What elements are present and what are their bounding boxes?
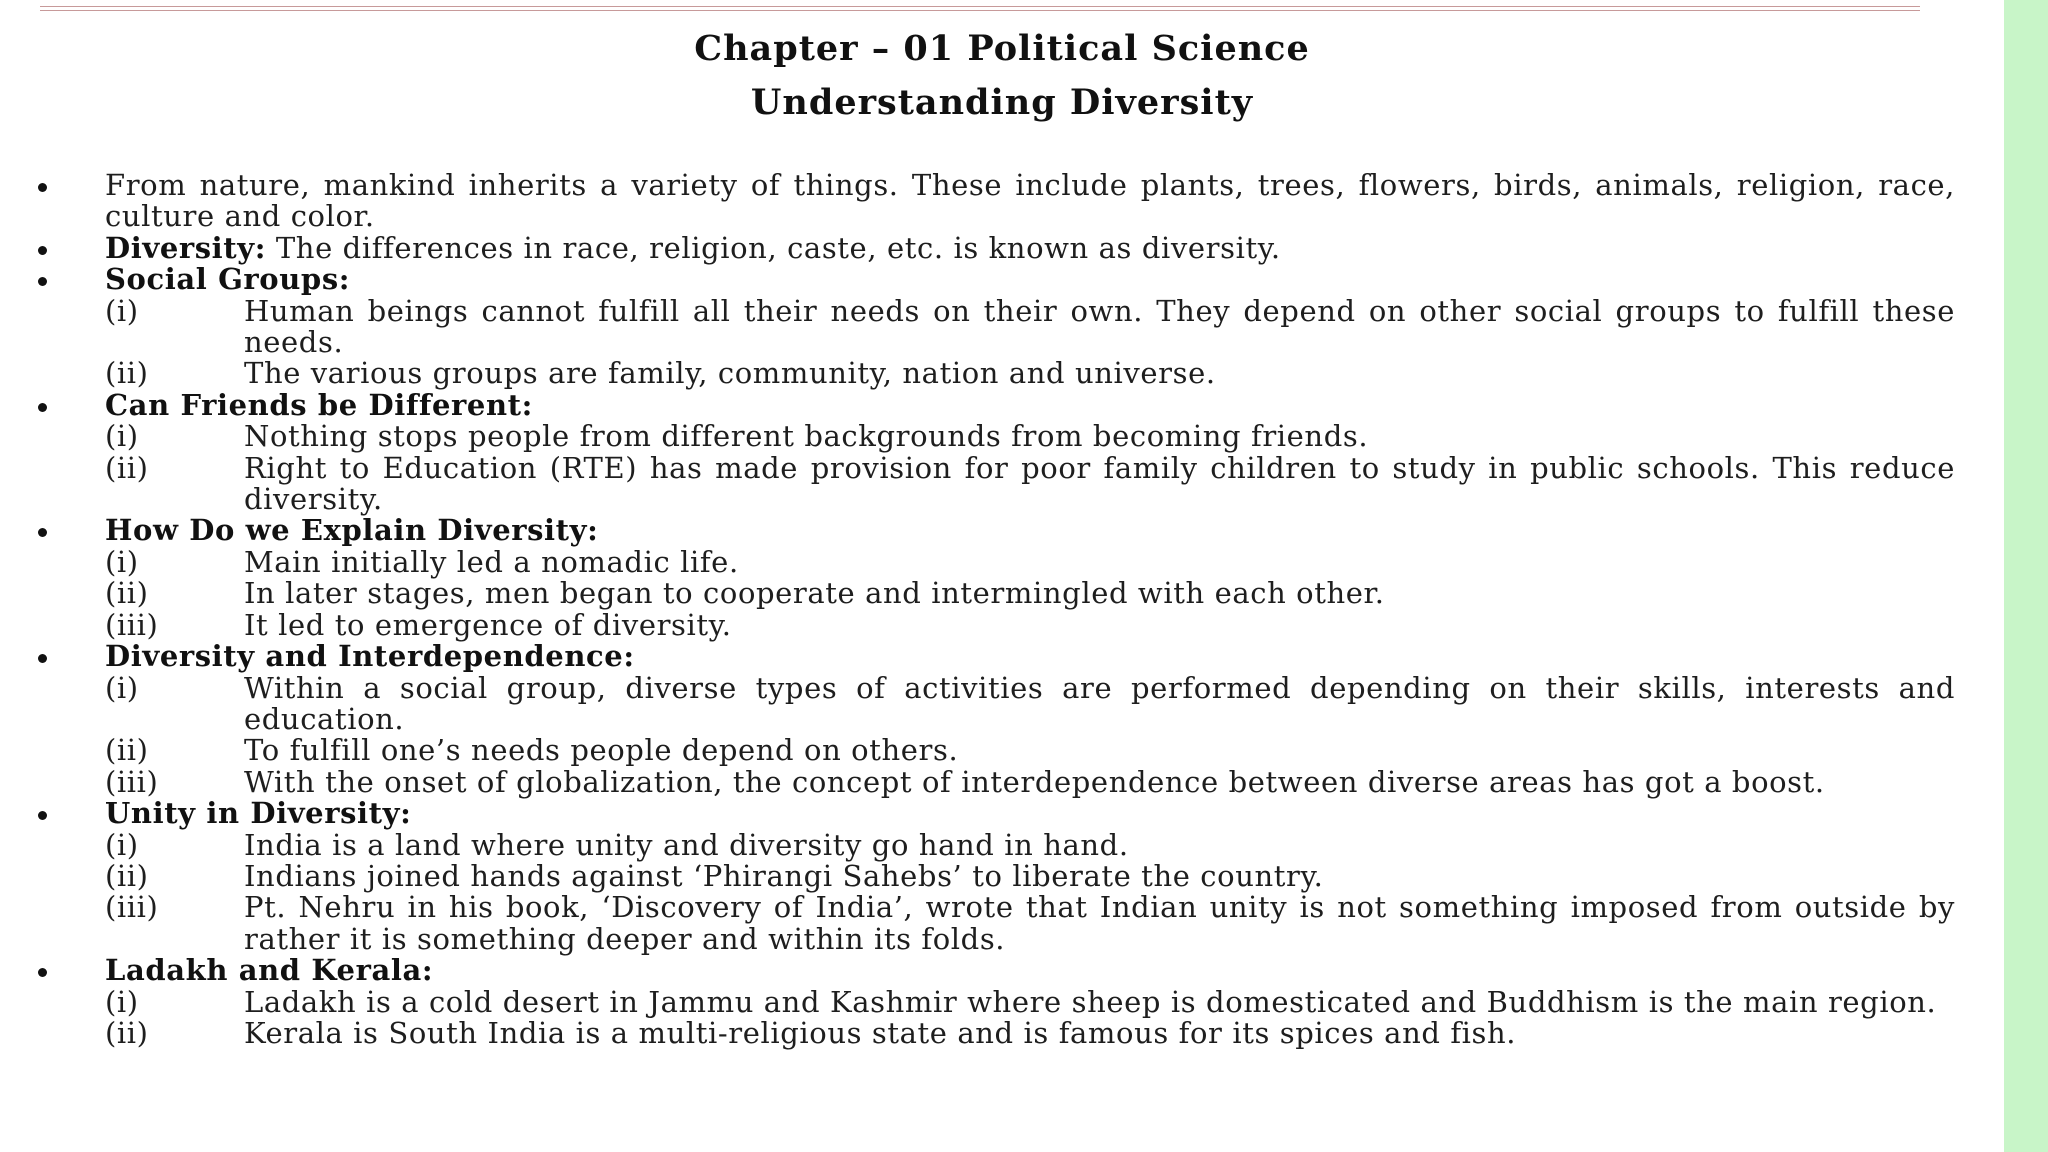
bullet-diversity [0,230,2004,265]
section-heading-row [0,955,2004,986]
sub-point [0,858,2004,893]
section-heading: How Do we Explain Diversity: [105,513,599,548]
sub-point [0,607,2004,642]
intro-text: From nature, mankind inherits a variety of things. These include plants, trees, flowers, birds, animals, religion, race, culture and color. [105,168,1955,234]
sub-point-number: (i) [105,419,139,454]
sub-point-number: (ii) [105,356,149,391]
sub-point-text: Right to Education (RTE) has made provision for poor family children to study in public schools. This reduce diversity. [244,450,1955,517]
section-heading-row [0,264,2004,295]
top-rule-inner [40,10,1920,11]
side-strip [2004,0,2048,1152]
sub-point-text: With the onset of globalization, the concept of interdependence between diverse areas has got a boost. [244,764,1825,799]
sub-point [0,764,2004,799]
section-heading-row [0,515,2004,546]
sub-point-text: The various groups are family, community, nation and universe. [244,356,1216,391]
sub-point [0,544,2004,579]
diversity-label: Diversity: [105,230,267,265]
bullet-icon [38,403,47,412]
sub-point [0,735,2004,766]
bullet-icon [38,968,47,977]
sub-point-number: (ii) [105,1015,149,1050]
bullet-icon [38,811,47,820]
sub-point [0,578,2004,609]
sub-point [0,1015,2004,1050]
sub-point-text: Main initially led a nomadic life. [244,544,739,579]
sub-point-number: (i) [105,827,139,862]
sub-point-number: (ii) [105,576,149,611]
section-heading-row [0,387,2004,422]
bullet-icon [38,246,47,255]
sub-point [0,421,2004,452]
sub-point [0,670,2004,736]
sub-point-number: (iii) [105,890,159,925]
section-heading: Can Friends be Different: [105,387,533,422]
section-heading: Unity in Diversity: [105,796,412,831]
diversity-definition: The differences in race, religion, caste, etc. is known as diversity. [266,230,1281,265]
sub-point [0,358,2004,389]
sub-point-text: Ladakh is a cold desert in Jammu and Kashmir where sheep is domesticated and Buddhism is the main region. [244,984,1937,1019]
sub-point [0,984,2004,1019]
bullet-intro [0,170,2004,233]
sub-point-number: (i) [105,984,139,1019]
sub-point-text: India is a land where unity and diversity go hand in hand. [244,827,1129,862]
chapter-title: Chapter – 01 Political Science [694,28,1310,69]
sub-point-text: Nothing stops people from different backgrounds from becoming friends. [244,419,1369,454]
sub-point [0,892,2004,955]
sub-point-number: (i) [105,293,139,328]
sections [0,264,2004,1049]
sub-point-number: (ii) [105,450,149,485]
sub-point-text: To fulfill one’s needs people depend on others. [244,733,959,768]
sub-point-text: Kerala is South India is a multi-religious state and is famous for its spices and fish. [244,1015,1517,1050]
sub-point-number: (i) [105,544,139,579]
sub-point-text: In later stages, men began to cooperate and intermingled with each other. [244,576,1385,611]
sub-point-number: (ii) [105,858,149,893]
section-heading-row [0,641,2004,672]
section-heading: Ladakh and Kerala: [105,953,434,988]
bullet-icon [38,183,47,192]
sub-point-text: It led to emergence of diversity. [244,607,732,642]
sub-point [0,450,2004,517]
notes-content [0,170,2004,1049]
chapter-subtitle: Understanding Diversity [750,82,1254,123]
sub-point-text: Within a social group, diverse types of activities are performed depending on their skills, interests and education. [244,670,1955,736]
top-rule [40,6,1920,7]
bullet-icon [38,654,47,663]
section-heading: Diversity and Interdependence: [105,639,635,674]
section-heading-row [0,798,2004,829]
sub-point [0,827,2004,862]
sub-point [0,293,2004,360]
sub-point-text: Pt. Nehru in his book, ‘Discovery of India’, wrote that Indian unity is not something imposed from outside by rather it is something deeper and within its folds. [244,890,1955,956]
section-heading: Social Groups: [105,262,351,297]
bullet-icon [38,277,47,286]
sub-point-number: (i) [105,670,139,705]
sub-point-number: (iii) [105,607,159,642]
sub-point-text: Human beings cannot fulfill all their needs on their own. They depend on other social groups to fulfill these needs. [244,293,1955,360]
bullet-icon [38,528,47,537]
sub-point-text: Indians joined hands against ‘Phirangi Sahebs’ to liberate the country. [244,858,1324,893]
sub-point-number: (ii) [105,733,149,768]
sub-point-number: (iii) [105,764,159,799]
